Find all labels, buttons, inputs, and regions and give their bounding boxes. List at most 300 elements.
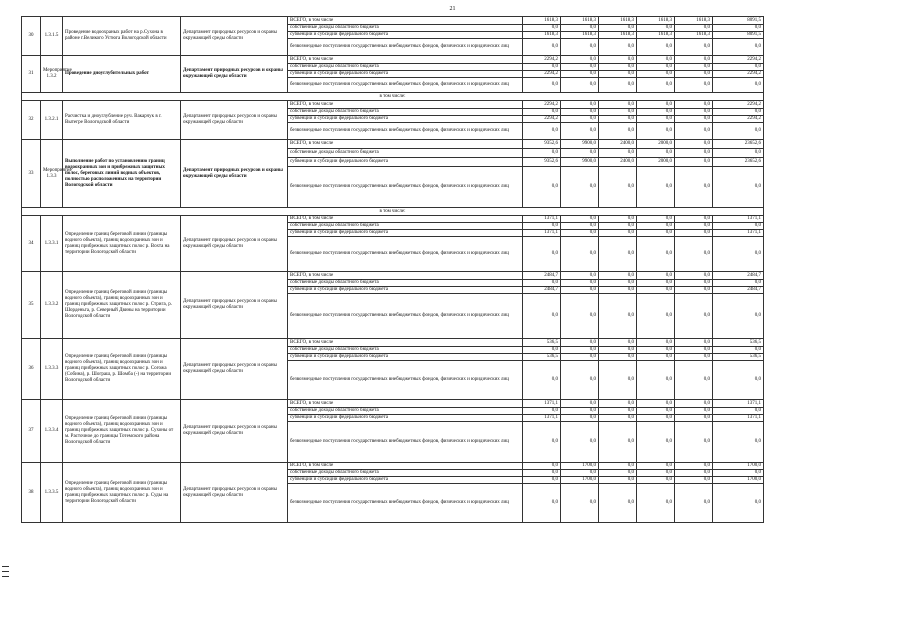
- year-amount-cell: 0,0: [637, 39, 675, 56]
- subheading-cell: в том числе:: [22, 208, 764, 216]
- total-amount-cell: 2294,2: [713, 56, 764, 64]
- measure-name-cell: Проведение дноуглубительных работ: [63, 56, 181, 93]
- measure-code-cell: 1.3.3.1: [41, 216, 63, 272]
- year-amount-cell: 0,0: [599, 294, 637, 339]
- table-row: [22, 101, 764, 109]
- year-amount-cell: 0,0: [675, 158, 713, 167]
- year-amount-cell: 1618,3: [675, 17, 713, 25]
- year-amount-cell: 1371,1: [523, 216, 561, 223]
- year-amount-cell: 0,0: [637, 470, 675, 477]
- year-amount-cell: 9900,0: [561, 158, 599, 167]
- measure-name-cell: Проведение водоохраных работ на р.Сухона в районе г.Великого Устюга Вологодской области: [63, 17, 181, 56]
- year-amount-cell: 1618,3: [637, 32, 675, 39]
- total-amount-cell: 0,0: [713, 78, 764, 93]
- year-amount-cell: 0,0: [523, 167, 561, 208]
- year-amount-cell: 0,0: [599, 463, 637, 470]
- year-amount-cell: 0,0: [675, 223, 713, 230]
- year-amount-cell: 0,0: [675, 167, 713, 208]
- funding-source-cell: собственные доходы областного бюджета: [288, 64, 523, 71]
- year-amount-cell: 2484,7: [523, 287, 561, 294]
- year-amount-cell: 536,5: [523, 354, 561, 361]
- measure-name-cell: Определение границ береговой линии (границы водного объекта), границ водоохранных зон и границ прибрежных защитных полос р. Стрига, р. Шорденьга, р. Северный Двины на территории Вологодской области: [63, 272, 181, 339]
- year-amount-cell: 0,0: [675, 25, 713, 32]
- margin-mark: [2, 566, 9, 567]
- total-amount-cell: 0,0: [713, 294, 764, 339]
- year-amount-cell: 0,0: [523, 78, 561, 93]
- year-amount-cell: 0,0: [523, 280, 561, 287]
- funding-source-cell: ВСЕГО, в том числе: [288, 272, 523, 280]
- year-amount-cell: 1700,0: [561, 477, 599, 484]
- year-amount-cell: 0,0: [599, 230, 637, 237]
- year-amount-cell: 0,0: [675, 477, 713, 484]
- table-row: [22, 400, 764, 408]
- total-amount-cell: 2294,2: [713, 71, 764, 78]
- year-amount-cell: 0,0: [523, 237, 561, 272]
- total-amount-cell: 2294,2: [713, 116, 764, 123]
- year-amount-cell: 0,0: [637, 123, 675, 140]
- year-amount-cell: 1618,3: [637, 17, 675, 25]
- total-amount-cell: 0,0: [713, 280, 764, 287]
- year-amount-cell: 1371,1: [523, 400, 561, 408]
- year-amount-cell: 0,0: [599, 477, 637, 484]
- year-amount-cell: 0,0: [675, 422, 713, 463]
- total-amount-cell: 536,5: [713, 339, 764, 347]
- funding-source-cell: ВСЕГО, в том числе: [288, 140, 523, 149]
- total-amount-cell: 0,0: [713, 223, 764, 230]
- executor-cell: Департамент природных ресурсов и охраны окружающей среды области: [181, 216, 288, 272]
- year-amount-cell: 0,0: [561, 123, 599, 140]
- year-amount-cell: 0,0: [561, 25, 599, 32]
- year-amount-cell: 0,0: [675, 56, 713, 64]
- year-amount-cell: 0,0: [561, 39, 599, 56]
- year-amount-cell: 0,0: [523, 223, 561, 230]
- funding-source-cell: безвозмездные поступления государственных внебюджетных фондов, физических и юридических лиц: [288, 39, 523, 56]
- year-amount-cell: 2294,2: [523, 71, 561, 78]
- year-amount-cell: 0,0: [637, 361, 675, 400]
- executor-cell: Департамент природных ресурсов и охраны окружающей среды области: [181, 463, 288, 523]
- year-amount-cell: 0,0: [675, 237, 713, 272]
- year-amount-cell: 0,0: [523, 408, 561, 415]
- year-amount-cell: 0,0: [599, 237, 637, 272]
- year-amount-cell: 0,0: [675, 339, 713, 347]
- year-amount-cell: 0,0: [599, 400, 637, 408]
- year-amount-cell: 0,0: [675, 470, 713, 477]
- row-number-cell: 36: [22, 339, 41, 400]
- year-amount-cell: 0,0: [637, 216, 675, 223]
- total-amount-cell: 0,0: [713, 64, 764, 71]
- total-amount-cell: 8091,5: [713, 17, 764, 25]
- executor-cell: Департамент природных ресурсов и охраны окружающей среды области: [181, 400, 288, 463]
- funding-source-cell: субвенции и субсидии федерального бюджета: [288, 354, 523, 361]
- total-amount-cell: 1700,0: [713, 463, 764, 470]
- year-amount-cell: 0,0: [561, 484, 599, 523]
- year-amount-cell: 0,0: [599, 25, 637, 32]
- year-amount-cell: 0,0: [675, 140, 713, 149]
- year-amount-cell: 0,0: [637, 230, 675, 237]
- year-amount-cell: 0,0: [637, 463, 675, 470]
- year-amount-cell: 0,0: [637, 280, 675, 287]
- year-amount-cell: 0,0: [675, 287, 713, 294]
- row-number-cell: 30: [22, 17, 41, 56]
- year-amount-cell: 0,0: [561, 237, 599, 272]
- year-amount-cell: 0,0: [561, 230, 599, 237]
- year-amount-cell: 0,0: [675, 109, 713, 116]
- year-amount-cell: 0,0: [599, 339, 637, 347]
- year-amount-cell: 0,0: [637, 422, 675, 463]
- subheading-cell: в том числе:: [22, 93, 764, 101]
- funding-source-cell: субвенции и субсидии федерального бюджета: [288, 32, 523, 39]
- year-amount-cell: 0,0: [599, 347, 637, 354]
- table-row: [22, 339, 764, 347]
- year-amount-cell: 0,0: [599, 116, 637, 123]
- year-amount-cell: 0,0: [523, 109, 561, 116]
- year-amount-cell: 0,0: [561, 116, 599, 123]
- total-amount-cell: 0,0: [713, 109, 764, 116]
- year-amount-cell: 1618,3: [523, 32, 561, 39]
- year-amount-cell: 0,0: [523, 484, 561, 523]
- row-number-cell: 35: [22, 272, 41, 339]
- total-amount-cell: 1371,1: [713, 216, 764, 223]
- year-amount-cell: 0,0: [637, 294, 675, 339]
- year-amount-cell: 1618,3: [561, 32, 599, 39]
- funding-source-cell: безвозмездные поступления государственных внебюджетных фондов, физических и юридических лиц: [288, 123, 523, 140]
- table-row: [22, 216, 764, 223]
- year-amount-cell: 0,0: [561, 167, 599, 208]
- year-amount-cell: 0,0: [675, 484, 713, 523]
- year-amount-cell: 0,0: [637, 116, 675, 123]
- year-amount-cell: 0,0: [523, 422, 561, 463]
- row-number-cell: 33: [22, 140, 41, 208]
- measure-code-cell: 1.3.3.3: [41, 339, 63, 400]
- year-amount-cell: 2294,2: [523, 101, 561, 109]
- year-amount-cell: 0,0: [599, 167, 637, 208]
- row-number-cell: 34: [22, 216, 41, 272]
- total-amount-cell: 23652,6: [713, 158, 764, 167]
- funding-source-cell: ВСЕГО, в том числе: [288, 400, 523, 408]
- year-amount-cell: 0,0: [561, 294, 599, 339]
- year-amount-cell: 0,0: [637, 477, 675, 484]
- funding-source-cell: собственные доходы областного бюджета: [288, 223, 523, 230]
- year-amount-cell: 0,0: [637, 78, 675, 93]
- total-amount-cell: 0,0: [713, 408, 764, 415]
- year-amount-cell: 0,0: [637, 400, 675, 408]
- year-amount-cell: 0,0: [637, 272, 675, 280]
- funding-source-cell: субвенции и субсидии федерального бюджета: [288, 477, 523, 484]
- year-amount-cell: 0,0: [675, 400, 713, 408]
- year-amount-cell: 9352,6: [523, 158, 561, 167]
- table-row: [22, 272, 764, 280]
- year-amount-cell: 0,0: [637, 339, 675, 347]
- year-amount-cell: 0,0: [561, 361, 599, 400]
- funding-source-cell: ВСЕГО, в том числе: [288, 17, 523, 25]
- year-amount-cell: 0,0: [675, 347, 713, 354]
- year-amount-cell: 0,0: [523, 294, 561, 339]
- row-number-cell: 31: [22, 56, 41, 93]
- measure-code-cell: 1.3.2.1: [41, 101, 63, 140]
- funding-source-cell: ВСЕГО, в том числе: [288, 101, 523, 109]
- year-amount-cell: 0,0: [561, 415, 599, 422]
- year-amount-cell: 0,0: [523, 64, 561, 71]
- page-number: 21: [449, 6, 456, 12]
- year-amount-cell: 0,0: [637, 25, 675, 32]
- funding-source-cell: субвенции и субсидии федерального бюджета: [288, 230, 523, 237]
- year-amount-cell: 0,0: [675, 230, 713, 237]
- program-finance-table: [21, 16, 764, 523]
- year-amount-cell: 0,0: [561, 339, 599, 347]
- year-amount-cell: 0,0: [561, 71, 599, 78]
- year-amount-cell: 0,0: [599, 484, 637, 523]
- funding-source-cell: собственные доходы областного бюджета: [288, 280, 523, 287]
- measure-name-cell: Расчистка и дноуглубление руч. Вакарчук в г. Вытегре Вологодской области: [63, 101, 181, 140]
- measure-code-cell: 1.3.1.5: [41, 17, 63, 56]
- total-amount-cell: 1700,0: [713, 477, 764, 484]
- total-amount-cell: 1371,1: [713, 230, 764, 237]
- year-amount-cell: 0,0: [523, 361, 561, 400]
- year-amount-cell: 0,0: [599, 216, 637, 223]
- measure-name-cell: Выполнение работ по установлению границ водоохранных зон и прибрежных защитных полос, береговых линий водных объектов, полностью расположенных на территории Вологодской области: [63, 140, 181, 208]
- measure-name-cell: Определение границ береговой линии (границы водного объекта), границ водоохранных зон и границ прибрежных защитных полос р. Сухоны от м. Расточное до границы Тотемского района Вологодской области: [63, 400, 181, 463]
- year-amount-cell: 0,0: [561, 109, 599, 116]
- year-amount-cell: 0,0: [599, 470, 637, 477]
- funding-source-cell: собственные доходы областного бюджета: [288, 470, 523, 477]
- year-amount-cell: 0,0: [599, 64, 637, 71]
- funding-source-cell: безвозмездные поступления государственных внебюджетных фондов, физических и юридических лиц: [288, 294, 523, 339]
- measure-code-cell: 1.3.3.2: [41, 272, 63, 339]
- funding-source-cell: субвенции и субсидии федерального бюджета: [288, 158, 523, 167]
- year-amount-cell: 536,5: [523, 339, 561, 347]
- year-amount-cell: 0,0: [599, 39, 637, 56]
- year-amount-cell: 0,0: [561, 64, 599, 71]
- year-amount-cell: 0,0: [561, 400, 599, 408]
- year-amount-cell: 0,0: [675, 149, 713, 158]
- funding-source-cell: субвенции и субсидии федерального бюджета: [288, 116, 523, 123]
- year-amount-cell: 0,0: [599, 422, 637, 463]
- table-row: [22, 140, 764, 149]
- total-amount-cell: 0,0: [713, 347, 764, 354]
- total-amount-cell: 1371,1: [713, 400, 764, 408]
- year-amount-cell: 0,0: [523, 463, 561, 470]
- year-amount-cell: 0,0: [561, 287, 599, 294]
- year-amount-cell: 1700,0: [561, 463, 599, 470]
- total-amount-cell: 1371,1: [713, 415, 764, 422]
- total-amount-cell: 0,0: [713, 149, 764, 158]
- year-amount-cell: 0,0: [637, 287, 675, 294]
- year-amount-cell: 0,0: [561, 223, 599, 230]
- funding-source-cell: субвенции и субсидии федерального бюджета: [288, 415, 523, 422]
- year-amount-cell: 9900,0: [561, 140, 599, 149]
- year-amount-cell: 0,0: [675, 361, 713, 400]
- total-amount-cell: 0,0: [713, 39, 764, 56]
- year-amount-cell: 0,0: [523, 477, 561, 484]
- funding-source-cell: безвозмездные поступления государственных внебюджетных фондов, физических и юридических лиц: [288, 167, 523, 208]
- subheading-row: [22, 93, 764, 101]
- funding-source-cell: собственные доходы областного бюджета: [288, 109, 523, 116]
- executor-cell: Департамент природных ресурсов и охраны окружающей среды области: [181, 339, 288, 400]
- total-amount-cell: 536,5: [713, 354, 764, 361]
- subheading-row: [22, 208, 764, 216]
- total-amount-cell: 0,0: [713, 361, 764, 400]
- funding-source-cell: безвозмездные поступления государственных внебюджетных фондов, физических и юридических лиц: [288, 361, 523, 400]
- executor-cell: Департамент природных ресурсов и охраны окружающей среды области: [181, 140, 288, 208]
- total-amount-cell: 2294,2: [713, 101, 764, 109]
- year-amount-cell: 0,0: [561, 149, 599, 158]
- funding-source-cell: безвозмездные поступления государственных внебюджетных фондов, физических и юридических лиц: [288, 422, 523, 463]
- year-amount-cell: 0,0: [599, 71, 637, 78]
- total-amount-cell: 8091,5: [713, 32, 764, 39]
- total-amount-cell: 0,0: [713, 123, 764, 140]
- measure-name-cell: Определение границ береговой линии (границы водного объекта), границ водоохранных зон и границ прибрежных защитных полос р. Согожа (Собина), р. Шограш, р. Шомба (-) на территории Вологодской области: [63, 339, 181, 400]
- year-amount-cell: 0,0: [599, 272, 637, 280]
- year-amount-cell: 0,0: [637, 223, 675, 230]
- funding-source-cell: собственные доходы областного бюджета: [288, 347, 523, 354]
- year-amount-cell: 1618,3: [599, 17, 637, 25]
- year-amount-cell: 0,0: [637, 56, 675, 64]
- funding-source-cell: безвозмездные поступления государственных внебюджетных фондов, физических и юридических лиц: [288, 78, 523, 93]
- year-amount-cell: 0,0: [599, 361, 637, 400]
- year-amount-cell: 0,0: [599, 287, 637, 294]
- year-amount-cell: 0,0: [599, 109, 637, 116]
- year-amount-cell: 2484,7: [523, 272, 561, 280]
- funding-source-cell: безвозмездные поступления государственных внебюджетных фондов, физических и юридических лиц: [288, 237, 523, 272]
- year-amount-cell: 1371,1: [523, 415, 561, 422]
- year-amount-cell: 0,0: [599, 78, 637, 93]
- funding-source-cell: субвенции и субсидии федерального бюджета: [288, 71, 523, 78]
- measure-code-cell: Мероприятие 1.3.2: [41, 56, 63, 93]
- year-amount-cell: 0,0: [675, 71, 713, 78]
- total-amount-cell: 0,0: [713, 422, 764, 463]
- executor-cell: Департамент природных ресурсов и охраны окружающей среды области: [181, 56, 288, 93]
- funding-source-cell: ВСЕГО, в том числе: [288, 339, 523, 347]
- year-amount-cell: 0,0: [599, 101, 637, 109]
- year-amount-cell: 0,0: [599, 280, 637, 287]
- year-amount-cell: 0,0: [561, 347, 599, 354]
- year-amount-cell: 0,0: [637, 71, 675, 78]
- measure-name-cell: Определение границ береговой линии (границы водного объекта), границ водоохранных зон и границ прибрежных защитных полос р. Вохта на территории Вологодской области: [63, 216, 181, 272]
- executor-cell: Департамент природных ресурсов и охраны окружающей среды области: [181, 17, 288, 56]
- year-amount-cell: 0,0: [637, 149, 675, 158]
- year-amount-cell: 0,0: [561, 470, 599, 477]
- year-amount-cell: 0,0: [675, 101, 713, 109]
- year-amount-cell: 1618,3: [561, 17, 599, 25]
- year-amount-cell: 0,0: [675, 408, 713, 415]
- year-amount-cell: 0,0: [637, 109, 675, 116]
- total-amount-cell: 0,0: [713, 25, 764, 32]
- year-amount-cell: 0,0: [675, 123, 713, 140]
- funding-source-cell: собственные доходы областного бюджета: [288, 408, 523, 415]
- funding-source-cell: безвозмездные поступления государственных внебюджетных фондов, физических и юридических лиц: [288, 484, 523, 523]
- year-amount-cell: 0,0: [675, 116, 713, 123]
- funding-source-cell: ВСЕГО, в том числе: [288, 463, 523, 470]
- total-amount-cell: 2484,7: [713, 287, 764, 294]
- year-amount-cell: 0,0: [675, 354, 713, 361]
- margin-mark: [2, 576, 9, 577]
- measure-name-cell: Определение границ береговой линии (границы водного объекта), границ водоохранных зон и границ прибрежных защитных полос р. Суды на территории Вологодской области: [63, 463, 181, 523]
- year-amount-cell: 2400,0: [599, 158, 637, 167]
- year-amount-cell: 9352,6: [523, 140, 561, 149]
- year-amount-cell: 0,0: [637, 347, 675, 354]
- year-amount-cell: 0,0: [561, 354, 599, 361]
- funding-source-cell: ВСЕГО, в том числе: [288, 216, 523, 223]
- total-amount-cell: 0,0: [713, 484, 764, 523]
- year-amount-cell: 2000,0: [637, 140, 675, 149]
- year-amount-cell: 0,0: [561, 216, 599, 223]
- row-number-cell: 32: [22, 101, 41, 140]
- year-amount-cell: 0,0: [599, 354, 637, 361]
- year-amount-cell: 0,0: [675, 280, 713, 287]
- funding-source-cell: собственные доходы областного бюджета: [288, 25, 523, 32]
- year-amount-cell: 0,0: [637, 484, 675, 523]
- table-row: [22, 56, 764, 64]
- funding-source-cell: собственные доходы областного бюджета: [288, 149, 523, 158]
- executor-cell: Департамент природных ресурсов и охраны окружающей среды области: [181, 272, 288, 339]
- year-amount-cell: 0,0: [561, 78, 599, 93]
- funding-source-cell: субвенции и субсидии федерального бюджета: [288, 287, 523, 294]
- year-amount-cell: 0,0: [675, 216, 713, 223]
- year-amount-cell: 2400,0: [599, 140, 637, 149]
- year-amount-cell: 0,0: [523, 39, 561, 56]
- year-amount-cell: 0,0: [675, 64, 713, 71]
- year-amount-cell: 2294,2: [523, 116, 561, 123]
- measure-code-cell: Мероприятие 1.3.3: [41, 140, 63, 208]
- total-amount-cell: 0,0: [713, 470, 764, 477]
- year-amount-cell: 0,0: [675, 272, 713, 280]
- measure-code-cell: 1.3.3.5: [41, 463, 63, 523]
- funding-source-cell: ВСЕГО, в том числе: [288, 56, 523, 64]
- executor-cell: Департамент природных ресурсов и охраны окружающей среды области: [181, 101, 288, 140]
- year-amount-cell: 0,0: [599, 415, 637, 422]
- year-amount-cell: 2294,2: [523, 56, 561, 64]
- year-amount-cell: 0,0: [523, 123, 561, 140]
- year-amount-cell: 0,0: [561, 280, 599, 287]
- year-amount-cell: 0,0: [561, 408, 599, 415]
- year-amount-cell: 1371,1: [523, 230, 561, 237]
- year-amount-cell: 0,0: [637, 101, 675, 109]
- year-amount-cell: 0,0: [599, 223, 637, 230]
- year-amount-cell: 0,0: [675, 39, 713, 56]
- measure-code-cell: 1.3.3.4: [41, 400, 63, 463]
- row-number-cell: 38: [22, 463, 41, 523]
- year-amount-cell: 0,0: [561, 272, 599, 280]
- year-amount-cell: 0,0: [675, 78, 713, 93]
- year-amount-cell: 0,0: [523, 347, 561, 354]
- year-amount-cell: 0,0: [523, 470, 561, 477]
- total-amount-cell: 2484,7: [713, 272, 764, 280]
- year-amount-cell: 0,0: [637, 408, 675, 415]
- row-number-cell: 37: [22, 400, 41, 463]
- year-amount-cell: 0,0: [637, 237, 675, 272]
- year-amount-cell: 0,0: [599, 123, 637, 140]
- year-amount-cell: 0,0: [561, 56, 599, 64]
- year-amount-cell: 1618,3: [599, 32, 637, 39]
- year-amount-cell: 0,0: [675, 415, 713, 422]
- year-amount-cell: 0,0: [561, 101, 599, 109]
- year-amount-cell: 0,0: [637, 167, 675, 208]
- year-amount-cell: 2000,0: [637, 158, 675, 167]
- year-amount-cell: 0,0: [637, 415, 675, 422]
- year-amount-cell: 0,0: [599, 408, 637, 415]
- year-amount-cell: 0,0: [523, 25, 561, 32]
- year-amount-cell: 0,0: [637, 354, 675, 361]
- year-amount-cell: 0,0: [523, 149, 561, 158]
- year-amount-cell: 0,0: [637, 64, 675, 71]
- table-row: [22, 463, 764, 470]
- table-row: [22, 17, 764, 25]
- year-amount-cell: 0,0: [561, 422, 599, 463]
- year-amount-cell: 0,0: [675, 294, 713, 339]
- year-amount-cell: 1618,3: [675, 32, 713, 39]
- year-amount-cell: 1618,3: [523, 17, 561, 25]
- margin-mark: [2, 571, 9, 572]
